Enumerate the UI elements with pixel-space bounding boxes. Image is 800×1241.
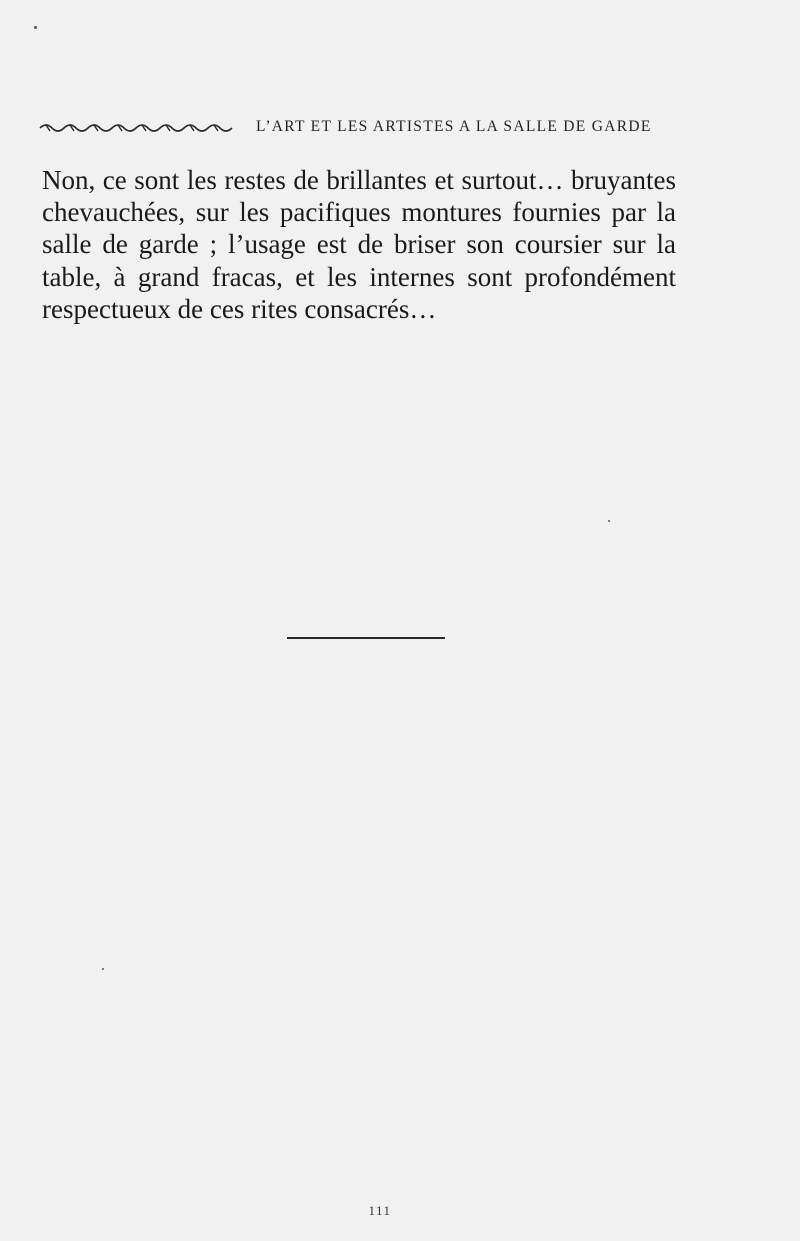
paper-speck [34, 26, 37, 29]
wave-ornament-icon [38, 120, 238, 134]
paper-speck [102, 968, 104, 970]
paragraph: Non, ce sont les restes de brillantes et surtout… bruyantes chevauchées, sur les pacifiques montures fournies par la salle de garde ; l’usage est de briser son coursier sur la table, à grand fracas, et les internes sont profondément respectueux de ces rites consacrés… [42, 165, 676, 324]
page-number: 111 [368, 1203, 392, 1218]
paper-speck [608, 520, 610, 522]
body-text [42, 164, 676, 325]
running-header [38, 116, 678, 138]
horizontal-rule [287, 637, 445, 639]
running-title: L’ART ET LES ARTISTES A LA SALLE DE GARDE [256, 118, 652, 135]
